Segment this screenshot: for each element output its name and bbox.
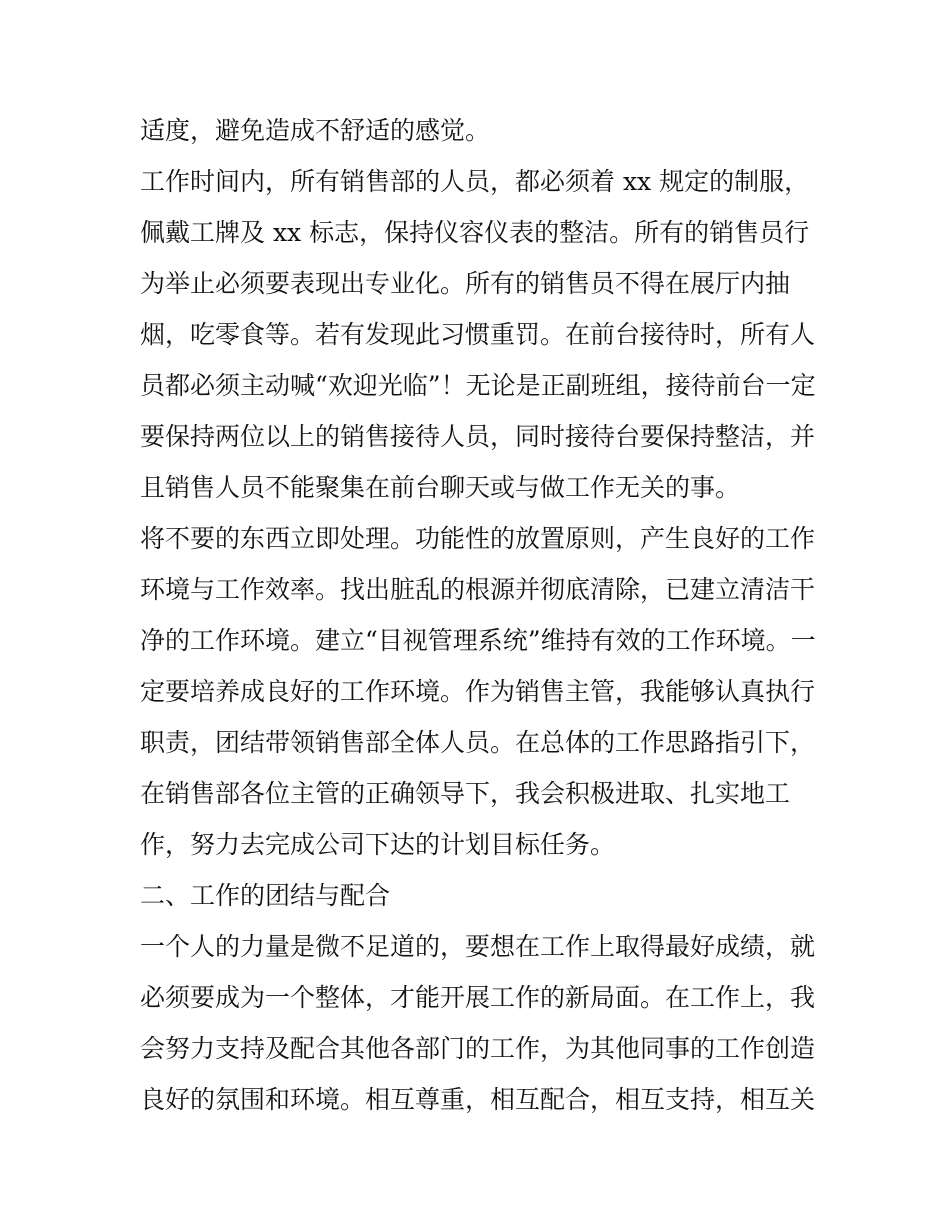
text-line: 适度，避免造成不舒适的感觉。 bbox=[140, 116, 491, 145]
text-line: 佩戴工牌及 xx 标志，保持仪容仪表的整洁。所有的销售员行 bbox=[140, 218, 810, 247]
text-line: 良好的氛围和环境。相互尊重，相互配合，相互支持，相互关 bbox=[140, 1085, 816, 1114]
text-line: 职责，团结带领销售部全体人员。在总体的工作思路指引下， bbox=[140, 728, 816, 757]
text-line: 一个人的力量是微不足道的，要想在工作上取得最好成绩，就 bbox=[140, 932, 816, 961]
text-line: 为举止必须要表现出专业化。所有的销售员不得在展厅内抽 bbox=[140, 269, 791, 298]
text-line: 必须要成为一个整体，才能开展工作的新局面。在工作上，我 bbox=[140, 983, 816, 1012]
text-line: 定要培养成良好的工作环境。作为销售主管，我能够认真执行 bbox=[140, 677, 816, 706]
text-line: 将不要的东西立即处理。功能性的放置原则，产生良好的工作 bbox=[140, 524, 816, 553]
text-line: 且销售人员不能聚集在前台聊天或与做工作无关的事。 bbox=[140, 473, 741, 502]
text-line: 作，努力去完成公司下达的计划目标任务。 bbox=[140, 830, 616, 859]
section-heading: 二、工作的团结与配合 bbox=[140, 881, 391, 910]
document-body bbox=[140, 105, 820, 1125]
text-line: 工作时间内，所有销售部的人员，都必须着 xx 规定的制服， bbox=[140, 167, 810, 196]
text-line: 会努力支持及配合其他各部门的工作，为其他同事的工作创造 bbox=[140, 1034, 816, 1063]
text-line: 要保持两位以上的销售接待人员，同时接待台要保持整洁，并 bbox=[140, 422, 816, 451]
text-line: 烟，吃零食等。若有发现此习惯重罚。在前台接待时，所有人 bbox=[140, 320, 816, 349]
text-line: 在销售部各位主管的正确领导下，我会积极进取、扎实地工 bbox=[140, 779, 791, 808]
text-line: 净的工作环境。建立“目视管理系统”维持有效的工作环境。一 bbox=[140, 626, 816, 655]
text-line: 环境与工作效率。找出脏乱的根源并彻底清除，已建立清洁干 bbox=[140, 575, 816, 604]
text-line: 员都必须主动喊“欢迎光临”！无论是正副班组，接待前台一定 bbox=[140, 371, 816, 400]
